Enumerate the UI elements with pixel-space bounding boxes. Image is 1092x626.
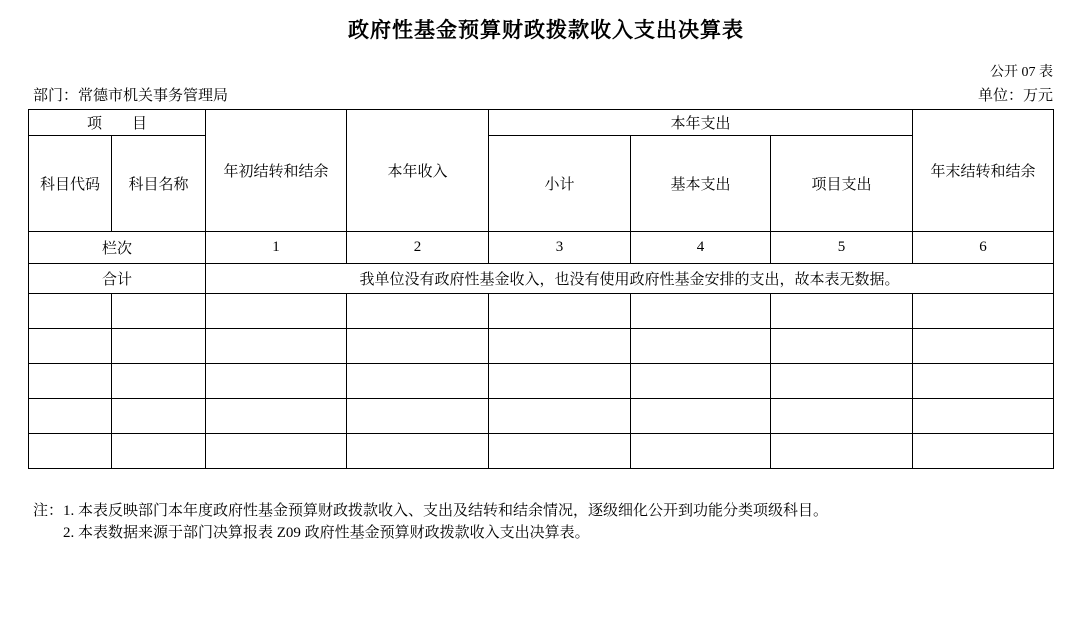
empty-cell: [347, 294, 489, 329]
empty-cell: [112, 434, 206, 469]
header-item-group: 项 目: [29, 110, 206, 136]
unit-label: 单位：万元: [977, 88, 1053, 104]
empty-cell: [771, 434, 913, 469]
empty-cell: [913, 364, 1054, 399]
empty-cell: [631, 294, 771, 329]
empty-cell: [913, 294, 1054, 329]
empty-row: [29, 364, 1054, 399]
column-index-4: 4: [631, 232, 771, 264]
notes: [33, 500, 1092, 544]
header-row-2: [29, 136, 1054, 232]
empty-row: [29, 434, 1054, 469]
empty-cell: [206, 399, 347, 434]
column-index-3: 3: [489, 232, 631, 264]
column-index-5: 5: [771, 232, 913, 264]
empty-cell: [112, 364, 206, 399]
empty-row: [29, 329, 1054, 364]
empty-cell: [112, 329, 206, 364]
header-basic-expenditure: 基本支出: [631, 136, 771, 232]
empty-cell: [29, 294, 112, 329]
header-beginning-balance: 年初结转和结余: [206, 110, 347, 232]
empty-cell: [112, 294, 206, 329]
empty-cell: [206, 434, 347, 469]
empty-cell: [913, 434, 1054, 469]
empty-cell: [347, 399, 489, 434]
empty-cell: [913, 329, 1054, 364]
empty-cell: [489, 399, 631, 434]
empty-cell: [771, 364, 913, 399]
column-index-label: 栏次: [29, 232, 206, 264]
empty-cell: [29, 364, 112, 399]
empty-cell: [489, 329, 631, 364]
department-label: 部门：常德市机关事务管理局: [33, 88, 229, 104]
empty-cell: [489, 434, 631, 469]
column-index-row: [29, 232, 1054, 264]
header-row-1: [29, 110, 1054, 136]
empty-cell: [771, 329, 913, 364]
empty-cell: [29, 329, 112, 364]
header-current-year-expenditure: 本年支出: [489, 110, 913, 136]
empty-row: [29, 294, 1054, 329]
empty-cell: [347, 329, 489, 364]
column-index-1: 1: [206, 232, 347, 264]
empty-cell: [29, 434, 112, 469]
empty-cell: [771, 399, 913, 434]
empty-cell: [631, 399, 771, 434]
empty-cell: [347, 364, 489, 399]
empty-cell: [112, 399, 206, 434]
header-body: [29, 110, 1054, 294]
header-subject-name: 科目名称: [112, 136, 206, 232]
empty-cell: [631, 329, 771, 364]
empty-cell: [489, 294, 631, 329]
column-index-6: 6: [913, 232, 1054, 264]
meta-line: [33, 84, 1053, 105]
column-index-2: 2: [347, 232, 489, 264]
empty-cell: [29, 399, 112, 434]
empty-cell: [206, 364, 347, 399]
header-subject-code: 科目代码: [29, 136, 112, 232]
header-subtotal: 小计: [489, 136, 631, 232]
empty-cell: [206, 294, 347, 329]
empty-cell: [913, 399, 1054, 434]
total-label: 合计: [29, 264, 206, 294]
empty-cell: [631, 364, 771, 399]
header-current-year-income: 本年收入: [347, 110, 489, 232]
empty-rows-body: [29, 294, 1054, 469]
total-row: [29, 264, 1054, 294]
empty-cell: [206, 329, 347, 364]
empty-cell: [631, 434, 771, 469]
empty-cell: [347, 434, 489, 469]
total-statement: 我单位没有政府性基金收入，也没有使用政府性基金安排的支出，故本表无数据。: [206, 264, 1054, 294]
header-year-end-balance: 年末结转和结余: [913, 110, 1054, 232]
note-line-1: 注：1. 本表反映部门本年度政府性基金预算财政拨款收入、支出及结转和结余情况，逐级细化公开到功能分类项级科目。: [33, 503, 829, 519]
note-line-2: 2. 本表数据来源于部门决算报表 Z09 政府性基金预算财政拨款收入支出决算表。: [63, 525, 590, 541]
fund-budget-table: [28, 109, 1054, 469]
empty-cell: [771, 294, 913, 329]
header-project-expenditure: 项目支出: [771, 136, 913, 232]
page-title: 政府性基金预算财政拨款收入支出决算表: [348, 18, 744, 42]
empty-cell: [489, 364, 631, 399]
empty-row: [29, 399, 1054, 434]
table-code: 公开 07 表: [990, 65, 1053, 80]
